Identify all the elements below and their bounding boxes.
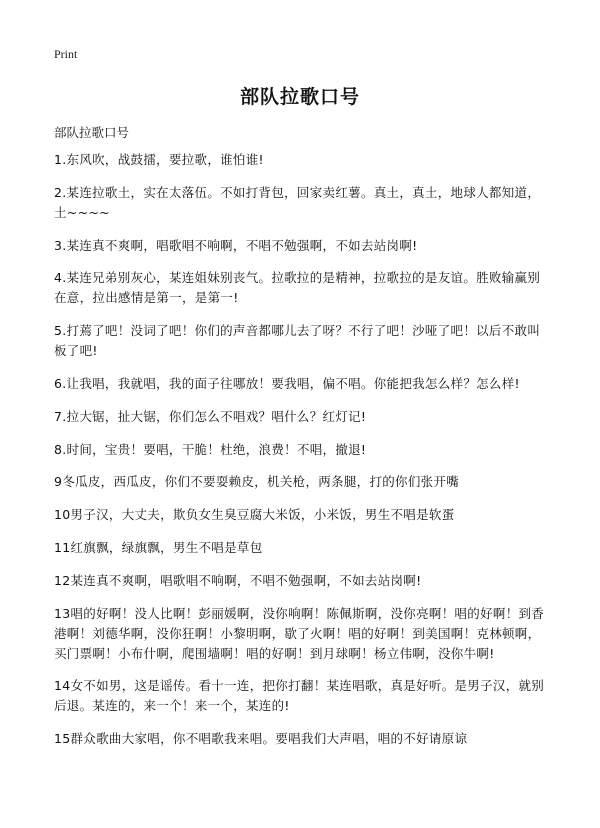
slogan-item: 8.时间，宝贵！要唱，干脆！杜绝，浪费！不唱，撤退!: [54, 441, 367, 457]
print-link[interactable]: Print: [54, 47, 78, 61]
slogan-item: 9冬瓜皮，西瓜皮，你们不要耍赖皮，机关枪，两条腿，打的你们张开嘴: [54, 474, 460, 490]
slogan-item: 7.拉大锯，扯大锯，你们怎么不唱戏？唱什么？红灯记!: [54, 408, 367, 424]
document-subtitle: 部队拉歌口号: [54, 125, 130, 140]
slogan-item: 5.打蔫了吧！没词了吧！你们的声音都哪儿去了呀？不行了吧！沙哑了吧！以后不敢叫板了吧!: [54, 323, 541, 359]
slogan-item: 14女不如男，这是谣传。看十一连，把你打翻！某连唱歌，真是好听。是男子汉，就别后退。某连的，来一个！来一个，某连的!: [54, 678, 545, 714]
slogan-item: 4.某连兄弟别灰心，某连姐妹别丧气。拉歌拉的是精神，拉歌拉的是友谊。胜败输赢别在意，拉出感情是第一，是第一!: [54, 270, 541, 306]
slogan-list: [54, 150, 550, 762]
slogan-item: 2.某连拉歌土，实在太落伍。不如打背包，回家卖红薯。真土，真土，地球人都知道，土~~~~: [54, 184, 541, 220]
slogan-item: 11红旗飘，绿旗飘，男生不唱是草包: [54, 539, 263, 555]
slogan-item: 12某连真不爽啊，唱歌唱不响啊，不唱不勉强啊，不如去站岗啊!: [54, 572, 422, 588]
page-title: 部队拉歌口号: [239, 86, 360, 108]
slogan-item: 3.某连真不爽啊，唱歌唱不响啊，不唱不勉强啊，不如去站岗啊!: [54, 237, 418, 253]
slogan-item: 1.东风吹，战鼓擂，要拉歌，谁怕谁!: [54, 152, 264, 167]
slogan-item: 6.让我唱，我就唱，我的面子往哪放！要我唱，偏不唱。你能把我怎么样？怎么样!: [54, 375, 520, 391]
slogan-item: 15群众歌曲大家唱，你不唱歌我来唱。要唱我们大声唱，唱的不好请原谅: [54, 731, 468, 747]
slogan-item: 10男子汉，大丈夫，欺负女生臭豆腐大米饭，小米饭，男生不唱是软蛋: [54, 507, 455, 523]
slogan-item: 13唱的好啊！没人比啊！彭丽媛啊，没你响啊！陈佩斯啊，没你亮啊！唱的好啊！到香港啊！刘德华啊，没你狂啊！小黎明啊，歇了火啊！唱的好啊！到美国啊！克林顿啊，买门票啊！小布什啊，爬围墙啊！唱的好啊！到月球啊！杨立伟啊，没你牛啊!: [54, 605, 545, 661]
